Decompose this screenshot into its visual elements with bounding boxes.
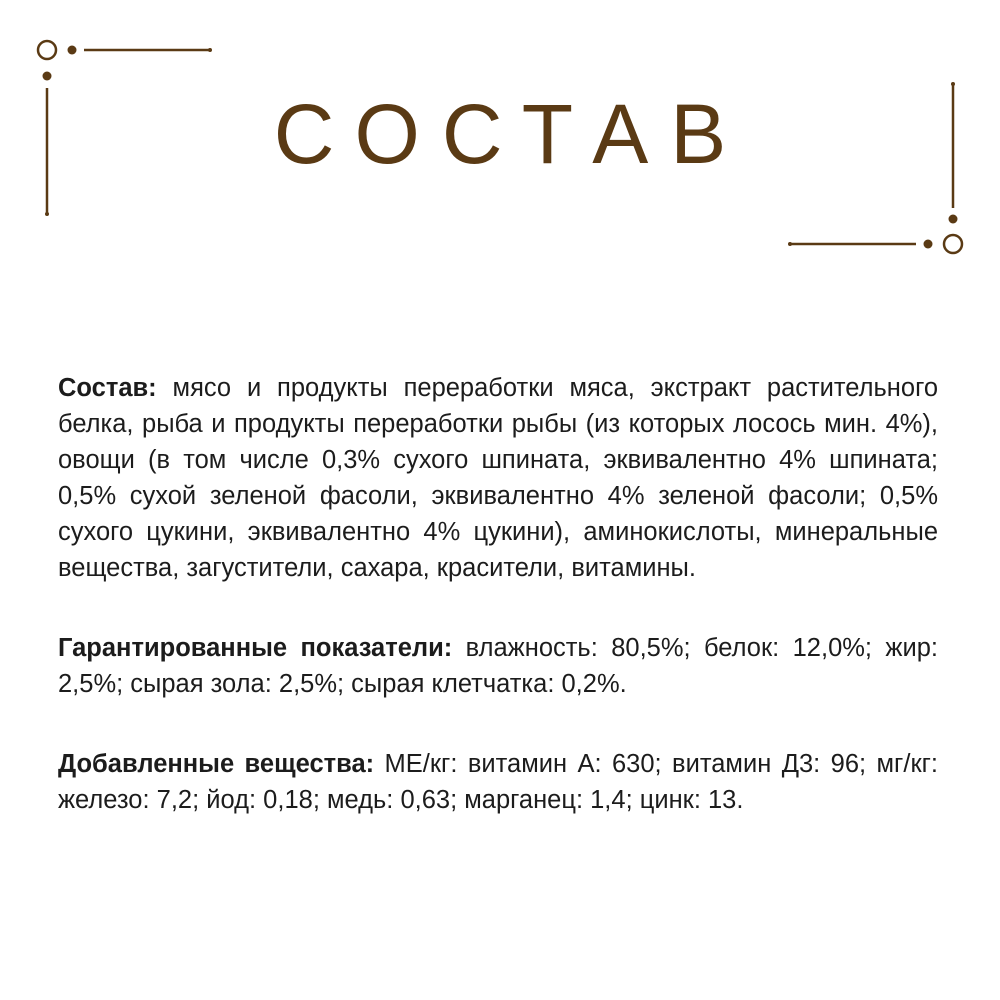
dot-icon [208,48,212,52]
ingredients-heading: Состав: [58,374,157,402]
dot-icon [43,72,52,81]
guaranteed-analysis-text: влажность: 80,5%; белок: 12,0%; жир: 2,5%; сырая зола: 2,5%; сырая клетчатка: 0,2%. [58,634,938,698]
additives-section [58,746,938,818]
dot-icon [924,240,933,249]
composition-content [58,370,938,818]
dot-icon [949,215,958,224]
ring-icon [944,235,962,253]
dot-icon [45,212,49,216]
dot-icon [68,46,77,55]
additives-text: МЕ/кг: витамин А: 630; витамин Д3: 96; мг/кг: железо: 7,2; йод: 0,18; медь: 0,63; марганец: 1,4; цинк: 13. [58,750,938,814]
guaranteed-analysis-section [58,630,938,702]
additives-heading: Добавленные вещества: [58,750,375,778]
guaranteed-analysis-heading: Гарантированные показатели: [58,634,453,662]
page-title: СОСТАВ [273,87,749,181]
ring-icon [38,41,56,59]
ingredients-section [58,370,938,586]
ingredients-text: мясо и продукты переработки мяса, экстракт растительного белка, рыба и продукты переработки рыбы (из которых лосось мин. 4%), овощи (в том числе 0,3% сухого шпината, эквивалентно 4% шпината; 0,5% сухой зеленой фасоли, эквивалентно 4% зеленой фасоли; 0,5% сухого цукини, эквивалентно 4% цукини), аминокислоты, минеральные вещества, загустители, сахара, красители, витамины. [58,374,938,582]
